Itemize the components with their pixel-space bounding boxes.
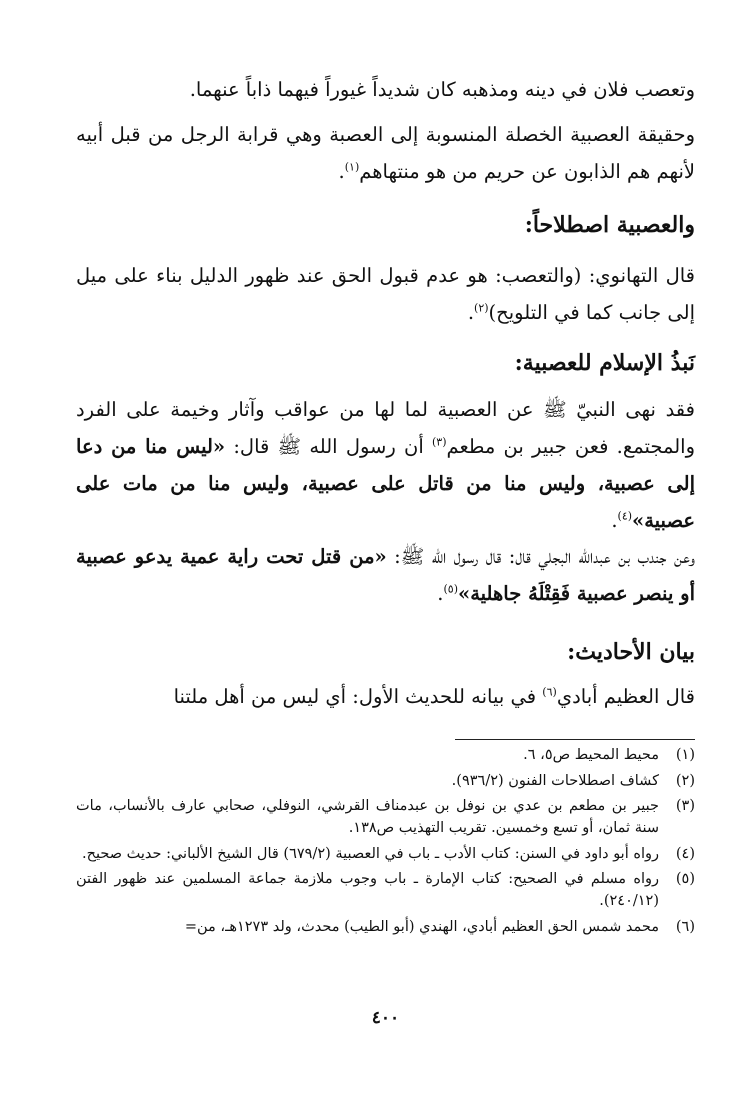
footnote-item bbox=[76, 843, 695, 865]
footnote-number: (٢) bbox=[675, 772, 695, 789]
paragraph-4-text-a: فقد نهى النبيّ ﷺ عن العصبية لما لها من عواقب وآثار وخيمة على الفرد والمجتمع. فعن جبير بن مطعم bbox=[76, 398, 696, 458]
hadith-quote-2: «من قتل تحت راية عمية يدعو عصبية أو ينصر عصبية فَقِتْلَهُ جاهلية» bbox=[76, 545, 695, 605]
footnote-ref-4[interactable]: (٤) bbox=[617, 509, 633, 523]
footnotes-list bbox=[76, 744, 695, 942]
paragraph-3 bbox=[76, 257, 695, 331]
footnote-item bbox=[76, 868, 695, 912]
paragraph-5 bbox=[76, 538, 695, 612]
page-number: ٤٠٠ bbox=[371, 1008, 400, 1028]
heading-islam-rejection: نَبذُ الإسلام للعصبية: bbox=[514, 350, 695, 376]
footnote-ref-5[interactable]: (٥) bbox=[443, 582, 459, 596]
footnote-separator bbox=[455, 739, 695, 740]
footnote-ref-2[interactable]: (٢) bbox=[474, 301, 489, 315]
footnote-item bbox=[76, 770, 695, 792]
footnote-number: (٣) bbox=[675, 798, 695, 815]
footnote-item bbox=[76, 744, 695, 766]
footnote-item bbox=[76, 916, 695, 938]
paragraph-4-end: . bbox=[611, 509, 618, 532]
footnote-text: جبير بن مطعم بن عدي بن نوفل بن عبدمناف القرشي، النوفلي، صحابي عارف بالأنساب، مات سنة ثمان، أو تسع وخمسين. تقريب التهذيب ص١٣٨. bbox=[76, 798, 659, 837]
heading-hadith-explanation: بيان الأحاديث: bbox=[567, 639, 695, 665]
paragraph-3-end: . bbox=[467, 301, 475, 324]
heading-terminology: والعصبية اصطلاحاً: bbox=[524, 212, 695, 238]
footnote-text: محمد شمس الحق العظيم أبادي، الهندي (أبو الطيب) محدث، ولد ١٢٧٣هـ، من= bbox=[184, 918, 659, 935]
footnote-number: (٥) bbox=[675, 871, 695, 888]
footnote-number: (٦) bbox=[675, 918, 695, 935]
footnote-number: (١) bbox=[675, 747, 695, 763]
paragraph-2 bbox=[76, 116, 695, 190]
footnote-number: (٤) bbox=[675, 845, 695, 862]
paragraph-4 bbox=[76, 391, 695, 539]
paragraph-2-end: . bbox=[338, 160, 345, 183]
paragraph-5-text: وعن جندب بن عبدالله البجلي قال: قال رسول الله ﷺ: bbox=[386, 545, 696, 568]
paragraph-4-text-b: أن رسول الله ﷺ قال: bbox=[225, 435, 432, 458]
paragraph-6-text-a: قال العظيم أبادي bbox=[556, 685, 695, 708]
paragraph-2-text: وحقيقة العصبية الخصلة المنسوبة إلى العصبة وهي قرابة الرجل من قبل أبيه لأنهم هم الذابون عن حريم من هو منتهاهم bbox=[76, 123, 695, 183]
footnote-ref-1[interactable]: (١) bbox=[344, 160, 360, 174]
paragraph-1 bbox=[76, 71, 695, 108]
footnote-text: محيط المحيط ص٥، ٦. bbox=[523, 747, 659, 763]
book-page bbox=[76, 0, 695, 1105]
paragraph-3-text: قال التهانوي: (والتعصب: هو عدم قبول الحق عند ظهور الدليل بناء على ميل إلى جانب كما في التلويح) bbox=[76, 264, 695, 324]
footnote-text: رواه أبو داود في السنن: كتاب الأدب ـ باب في العصبية (٦٧٩/٢) قال الشيخ الألباني: حديث صحيح. bbox=[82, 845, 659, 862]
paragraph-1-text: وتعصب فلان في دينه ومذهبه كان شديداً غيوراً فيهما ذاباً عنهما. bbox=[189, 78, 695, 101]
footnote-text: رواه مسلم في الصحيح: كتاب الإمارة ـ باب وجوب ملازمة جماعة المسلمين عند ظهور الفتن (٢٤٠/١٢). bbox=[76, 871, 659, 910]
hadith-quote-1: «ليس منا من دعا إلى عصبية، وليس منا من قاتل على عصبية، وليس منا من مات على عصبية» bbox=[76, 435, 695, 532]
paragraph-6 bbox=[76, 678, 695, 715]
paragraph-6-text-b: في بيانه للحديث الأول: أي ليس من أهل ملتنا bbox=[173, 685, 543, 708]
footnote-item bbox=[76, 795, 695, 839]
paragraph-5-end: . bbox=[437, 582, 444, 605]
footnote-ref-3[interactable]: (٣) bbox=[432, 435, 447, 449]
footnote-ref-6[interactable]: (٦) bbox=[542, 685, 557, 699]
footnote-text: كشاف اصطلاحات الفنون (٩٣٦/٢). bbox=[451, 772, 659, 789]
